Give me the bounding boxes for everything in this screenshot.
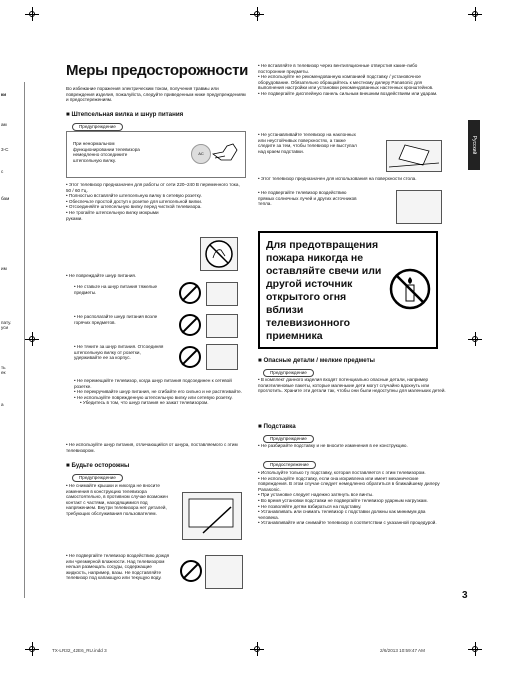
vase-on-tv-illustration bbox=[205, 555, 243, 589]
careful-section-title: Будьте осторожны bbox=[71, 462, 130, 469]
stand-bullets bbox=[258, 470, 446, 526]
stand-warn-text: • Не разбирайте подставку и не вносите изменения в ее конструкцию. bbox=[258, 443, 408, 448]
cord-bullet: • Не повреждайте шнур питания. bbox=[66, 273, 137, 278]
wet-hands-illustration bbox=[200, 237, 238, 271]
small-parts-heading: ■ Опасные детали / мелкие предметы bbox=[258, 357, 375, 364]
careful-bullet: • Не подвергайте телевизор воздействию дождя или чрезмерной влажности. Над телевизором нельзя размещать сосуды, содержащие жидкость, например, вазы. Не подставляйте телевизор под капающую или текущую воду. bbox=[66, 553, 170, 581]
stand-title: Подставка bbox=[263, 423, 296, 430]
plug-section-heading: ■ Штепсельная вилка и шнур питания bbox=[66, 111, 184, 118]
strip-item: уси bbox=[1, 325, 9, 331]
prohibited-icon bbox=[179, 282, 201, 304]
footer-file: TX-LR32_42E6_RU.indd 3 bbox=[52, 648, 107, 653]
ac-label: AC bbox=[198, 151, 204, 156]
warning-badge: Предупреждение bbox=[72, 474, 123, 482]
crop-mark-icon bbox=[472, 11, 478, 17]
list-item: • Не подвергайте дисплейную панель сильным внешним воздействиям или ударам. bbox=[258, 90, 438, 96]
crop-mark-icon bbox=[29, 11, 35, 17]
cord-items-rest bbox=[74, 378, 250, 406]
list-item: • Не трогайте штепсельную вилку мокрыми руками. bbox=[66, 209, 159, 221]
crop-mark-icon bbox=[254, 11, 260, 17]
crop-mark-icon bbox=[29, 646, 35, 652]
strip-item: пату. bbox=[1, 319, 12, 325]
fire-warning-text: Для предотвращения пожара никогда не оставляйте свечи или другой источник открытого огня вблизи телевизионного приемника bbox=[266, 239, 382, 342]
list-item: • Не перекручивайте шнур питания, не сгибайте его сильно и не растягивайте. bbox=[74, 389, 243, 395]
list-item: • Не используйте подставку, если она искривлена или имеет механические повреждения. В этом случае следует немедленно обратиться в ближайшему дилеру Panasonic. bbox=[258, 475, 440, 492]
strip-item: а bbox=[1, 401, 4, 407]
strip-item: ть bbox=[1, 364, 6, 370]
small-parts-title: Опасные детали / мелкие предметы bbox=[263, 357, 375, 364]
crop-mark-icon bbox=[472, 336, 478, 342]
right-bullet-sun: • Не подвергайте телевизор воздействию прямых солнечных лучей и других источников тепла. bbox=[258, 190, 357, 207]
prohibited-icon bbox=[179, 314, 201, 336]
pull-cord-illustration bbox=[206, 344, 238, 370]
list-item: • Не вставляйте в телевизор через вентиляционные отверстия какие-либо посторонние предметы. bbox=[258, 63, 418, 74]
language-tab bbox=[468, 120, 480, 170]
plug-section-title: Штепсельная вилка и шнур питания bbox=[71, 111, 184, 118]
sunlight-tv-illustration bbox=[396, 190, 442, 224]
plug-last-bullet: • Не используйте шнур питания, отличающийся от шнура, поставляемого с этим телевизором. bbox=[66, 442, 238, 453]
strip-item: им bbox=[1, 265, 7, 271]
fire-warning-box bbox=[258, 231, 438, 349]
list-item: • Убедитесь в том, что шнур питания не зажат телевизором. bbox=[80, 400, 209, 406]
plug-note-box bbox=[66, 131, 246, 178]
right-bullets-top bbox=[258, 63, 444, 97]
screwdriver-illustration bbox=[182, 492, 242, 540]
list-item: • Этот телевизор предназначен для работы от сети 220–240 В переменного тока, 50 / 60 Гц. bbox=[66, 182, 240, 193]
right-bullet-table: • Этот телевизор предназначен для использования на поверхности стола. bbox=[258, 176, 417, 181]
list-item: • Обеспечьте простой доступ к розетке для штепсельной вилки. bbox=[66, 198, 203, 204]
page-title: Меры предосторожности bbox=[66, 62, 249, 79]
list-item: • Во время установки подставки не подвергайте телевизор ударным нагрузкам. bbox=[258, 497, 428, 503]
small-parts-text: • В комплект данного изделия входят потенциально опасные детали, например полиэтиленовые пакеты, которые маленькие дети могут случайно вдохнуть или проглотить. Храните эти детали так, чтобы они были недоступны для маленьких детей. bbox=[258, 377, 446, 394]
careful-bullet: • Не снимайте крышки и никогда не вносите изменения в конструкцию телевизора самостоятельно, в противном случае возможен контакт с частями, находящимися под напряжением. Внутри телевизора нет деталей, требующих обслуживания пользователем. bbox=[66, 483, 168, 516]
tilted-tv-illustration bbox=[386, 140, 442, 172]
list-item: • Не используйте не рекомендованную компанией подставку / установочное оборудование. Обязательно обращайтесь к местному дилеру Panasonic для выполнения настройки или установки рекомендованных настенных кронштейнов. bbox=[258, 74, 434, 91]
cord-item: • Не ставьте на шнур питания тяжелые предметы. bbox=[74, 284, 158, 295]
caution-badge: Предостережение bbox=[263, 461, 316, 469]
warning-badge: Предупреждение bbox=[263, 369, 314, 377]
crop-mark-icon bbox=[254, 646, 260, 652]
crop-mark-icon bbox=[29, 336, 35, 342]
outlet-icon bbox=[191, 144, 211, 164]
list-item: • Не используйте поврежденную штепсельную вилку или сетевую розетку. bbox=[74, 394, 233, 400]
heavy-object-illustration bbox=[206, 282, 238, 306]
plug-bullets bbox=[66, 182, 246, 221]
list-item: • Используйте только ту подставку, которая поставляется с этим телевизором. bbox=[258, 470, 426, 475]
left-strip-text bbox=[1, 92, 23, 408]
list-item: • При установке следует надежно затянуть все винты. bbox=[258, 492, 374, 498]
strip-item: ек bbox=[1, 370, 6, 376]
stand-heading: ■ Подставка bbox=[258, 423, 296, 430]
careful-section-heading: ■ Будьте осторожны bbox=[66, 462, 130, 469]
strip-item: бам bbox=[1, 196, 10, 202]
list-item: • Устанавливайте или снимайте телевизор в соответствии с указанной процедурой. bbox=[258, 520, 437, 526]
list-item: • Полностью вставляйте штепсельную вилку в сетевую розетку. bbox=[66, 193, 202, 199]
prohibited-icon bbox=[180, 560, 202, 582]
strip-item: 3-С bbox=[1, 147, 9, 153]
warning-badge: Предупреждение bbox=[263, 435, 314, 443]
heater-illustration bbox=[206, 314, 238, 338]
intro-text: Во избежание поражения электрическим током, получения травмы или повреждения изделия, пожалуйста, следуйте приведенным ниже предупреждениям и предостережениям. bbox=[66, 86, 246, 103]
plug-pull-illustration bbox=[211, 140, 239, 166]
strip-item: ам bbox=[1, 121, 7, 127]
crop-mark-icon bbox=[472, 646, 478, 652]
footer-date: 2/6/2013 10:59:47 AM bbox=[380, 648, 425, 653]
language-tab-label: Русский bbox=[471, 135, 477, 155]
page-number: 3 bbox=[462, 590, 468, 601]
warning-badge: Предупреждение bbox=[72, 123, 123, 131]
cord-item: • Не располагайте шнур питания возле горячих предметов. bbox=[74, 314, 158, 325]
cord-item: • Не тяните за шнур питания. Отсоединяя штепсельную вилку от розетки, удерживайте ее за корпус. bbox=[74, 344, 164, 361]
plug-note-text: При ненормальном функционировании телевизора немедленно отсоедините штепсельную вилку. bbox=[73, 141, 140, 163]
list-item: • Не позволяйте детям взбираться на подставку. bbox=[258, 503, 362, 509]
list-item: • Отсоединяйте штепсельную вилку перед чисткой телевизора. bbox=[66, 204, 202, 210]
right-bullet-tilt: • Не устанавливайте телевизор на наклонных или неустойчивых поверхностях, а также следите за тем, чтобы телевизор не выступал над краем подставки. bbox=[258, 132, 357, 154]
strip-item: ки bbox=[1, 92, 7, 97]
prohibited-icon bbox=[179, 346, 201, 368]
list-item: • Не перемещайте телевизор, когда шнур питания подсоединен к сетевой розетке. bbox=[74, 378, 232, 389]
strip-item: с bbox=[1, 168, 4, 174]
list-item: • Устанавливать или снимать телевизор с подставки должны как минимум два человека. bbox=[258, 509, 426, 520]
no-candle-icon bbox=[388, 267, 432, 311]
